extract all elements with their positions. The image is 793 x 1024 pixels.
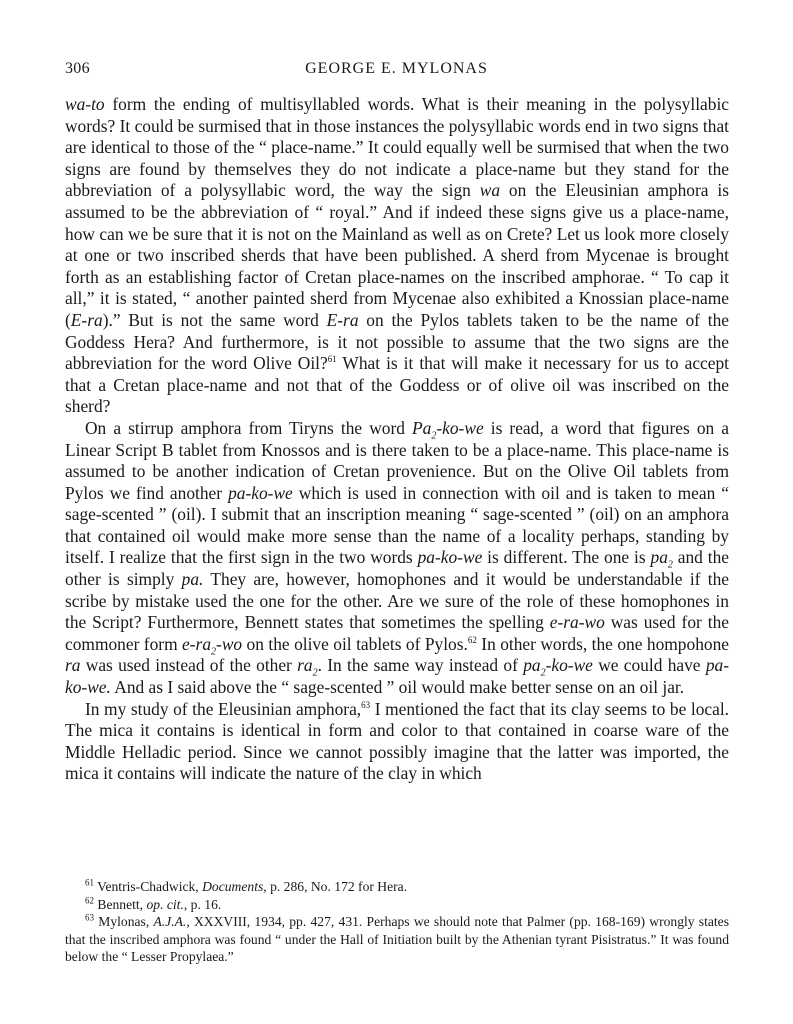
footnote-62: $^{62}$ Bennett, op. cit., p. 16. [85,894,222,912]
paragraph-1: wa-to form the ending of multisyllabled words. What is their meaning in the polysyllabic words? It could be surmised that in those instances the polysyllabic words end in two signs that are identical to those of the “ place-name.” It could equally well be surmised that when the two signs are found by themselves they do not indicate a place-name but they stand for the abbreviation of a polysyllabic word, the way the sign wa on the Eleusinian amphora is assumed to be the abbreviation of “ royal.” And if indeed these signs give us a place-name, how can we be sure that it is not on the Mainland as well as on Crete? Let us look more closely at one or two inscribed sherds that have been published. A sherd from Mycenae is brought forth as an establishing factor of Cretan place-names on the inscribed amphorae. “ To cap it all,” it is stated, “ another painted sherd from Mycenae also exhibited a Knossian place-name (E-ra).” But is not the same word E-ra on the Pylos tablets taken to be the name of the Goddess Hera? And furthermore, is it not possible to assume that the two signs are the abbreviation for the word Olive Oil?$^{61}$ What is it that will make it necessary for us to accept that a Cretan place-name and not that of the Goddess or of olive oil was inscribed on the sherd? [65,94,730,417]
page-header [65,60,728,80]
footnote-63: $^{63}$ Mylonas, A.J.A., XXXVIII, 1934, pp. 427, 431. Perhaps we should note that Palmer (pp. 168-169) wrongly states that the inscribed amphora was found “ under the Hall of Initiation built by the Athenian tyrant Pisistratus.” It was found below the “ Lesser Propylaea.” [65,912,730,964]
paragraph-2: On a stirrup amphora from Tiryns the word $Pa_2-ko-we$ is read, a word that figures on a Linear Script B tablet from Knossos and is there taken to be a place-name. This place-name is assumed to be another indication of Cretan provenience. But on the Olive Oil tablets from Pylos we find another pa-ko-we which is used in connection with oil and is taken to mean “ sage-scented ” (oil). I submit that an inscription meaning “ sage-scented ” (oil) on an amphora that contained oil would make more sense than the name of a locality perhaps, standing by itself. I realize that the first sign in the two words pa-ko-we is different. The one is $pa_2$ and the other is simply pa. They are, however, homophones and it would be understandable if the scribe by mistake used the one for the other. Are we sure of the role of these homophones in the Script? Furthermore, Bennett states that sometimes the spelling e-ra-wo was used for the commoner form $e-ra_2-wo$ on the olive oil tablets of Pylos.$^{62}$ In other words, the one hompohone ra was used instead of the other $ra_2$. In the same way instead of $pa_2-ko-we$ we could have pa-ko-we. And as I said above the “ sage-scented ” oil would make better sense on an oil jar. [65,417,729,698]
page-number: 306 [65,60,90,77]
footnote-61: $^{61}$ Ventris-Chadwick, Documents, p. 286, No. 172 for Hera. [85,877,408,894]
footnote-ref-62: 62 [467,635,477,646]
footnotes [65,878,729,966]
footnote-ref-61: 61 [327,354,337,365]
paragraph-3: In my study of the Eleusinian amphora,$^{63}$ I mentioned the fact that its clay seems to be local. The mica it contains is identical in form and color to that contained in coarse ware of the Middle Helladic period. Since we cannot possibly imagine that the latter was imported, the mica it contains will indicate the nature of the clay in which [65,698,730,784]
running-title: GEORGE E. MYLONAS [305,60,488,77]
footnote-ref-63: 63 [361,699,371,710]
body-text [65,94,729,785]
